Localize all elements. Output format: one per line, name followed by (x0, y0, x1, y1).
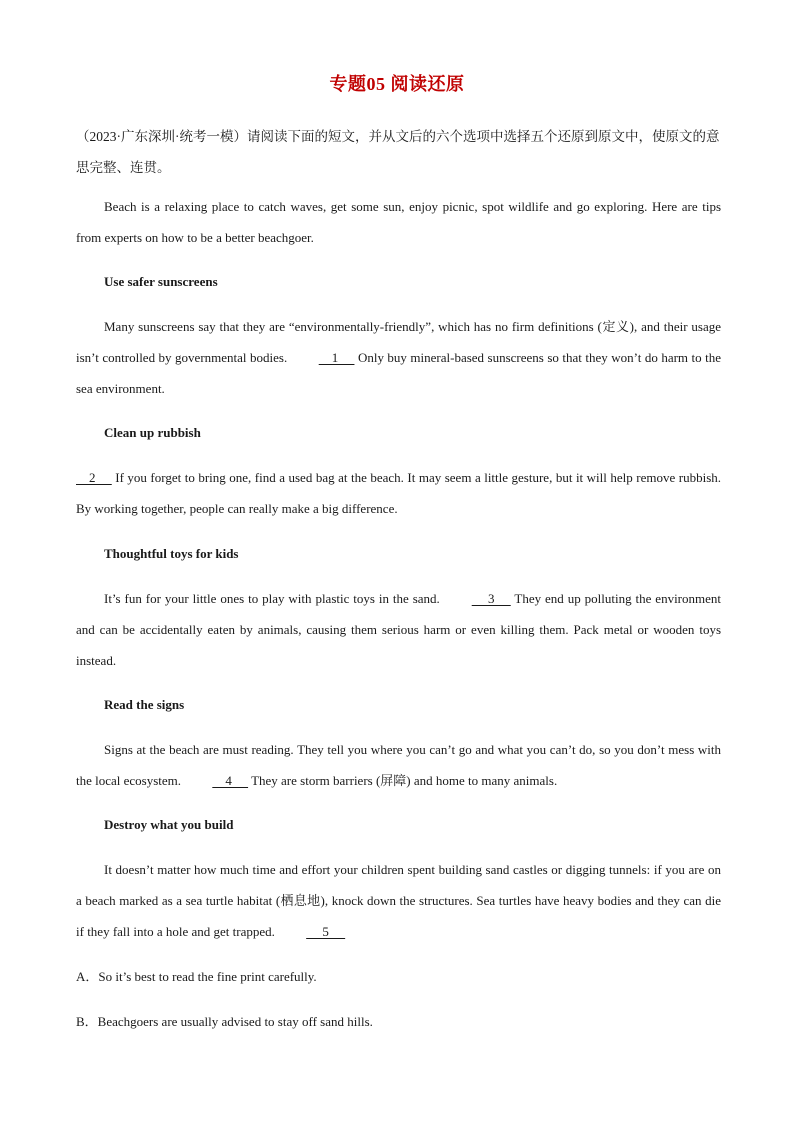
option-letter: B． (76, 1014, 98, 1029)
blank-1: 1 (318, 350, 355, 365)
section-heading-rubbish: Clean up rubbish (104, 425, 201, 440)
body-text: It’s fun for your little ones to play with plastic toys in the sand. (104, 591, 444, 606)
section-body-destroy (76, 854, 721, 947)
body-text: If you forget to bring one, find a used bag at the beach. It may seem a little gesture, but it will help remove rubbish. By working together, people can really make a big difference. (76, 470, 721, 516)
option-text: So it’s best to read the fine print carefully. (98, 969, 317, 984)
section-heading-destroy: Destroy what you build (104, 817, 234, 832)
body-text: Many sunscreens say that they are “environmentally-friendly”, which has no firm definitions (定义), and their usage isn’t controlled by governmental bodies. (76, 319, 721, 365)
option-text: Beachgoers are usually advised to stay off sand hills. (97, 1014, 373, 1029)
section-body-signs (76, 734, 721, 796)
section-heading-signs: Read the signs (104, 697, 185, 712)
passage-opening: Beach is a relaxing place to catch waves, get some sun, enjoy picnic, spot wildlife and go exploring. Here are tips from experts on how to be a better beachgoer. (76, 199, 721, 245)
option-a (76, 967, 317, 987)
body-text: They end up polluting the environment and can be accidentally eaten by animals, causing them serious harm or even killing them. Pack metal or wooden toys instead. (76, 591, 722, 668)
section-heading-sunscreens: Use safer sunscreens (104, 274, 218, 289)
body-text: Only buy mineral-based sunscreens so that they won’t do harm to the sea environment. (76, 350, 722, 396)
blank-2: 2 (76, 470, 112, 485)
blank-5: 5 (306, 924, 346, 939)
body-text: They are storm barriers (屏障) and home to many animals. (248, 773, 558, 788)
blank-3: 3 (471, 591, 511, 606)
section-body-sunscreens (76, 311, 721, 404)
body-text: It doesn’t matter how much time and effort your children spent building sand castles or digging tunnels: if you are on a beach marked as a sea turtle habitat (栖息地), knock down the structures. Sea turtles have heavy bodies and they can die if they fall into a hole and get trapped. (76, 862, 721, 939)
option-letter: A． (76, 969, 99, 984)
intro-instructions: （2023·广东深圳·统考一模）请阅读下面的短文，并从文后的六个选项中选择五个还原到原文中，使原文的意思完整、连贯。 (76, 129, 720, 175)
section-body-toys (76, 583, 721, 676)
body-text: Signs at the beach are must reading. They tell you where you can’t go and what you can’t do, so you don’t mess with the local ecosystem. (76, 742, 721, 788)
section-heading-toys: Thoughtful toys for kids (104, 546, 239, 561)
page-title: 专题05 阅读还原 (329, 74, 465, 94)
option-b (76, 1012, 373, 1032)
section-body-rubbish (76, 462, 721, 524)
blank-4: 4 (212, 773, 249, 788)
